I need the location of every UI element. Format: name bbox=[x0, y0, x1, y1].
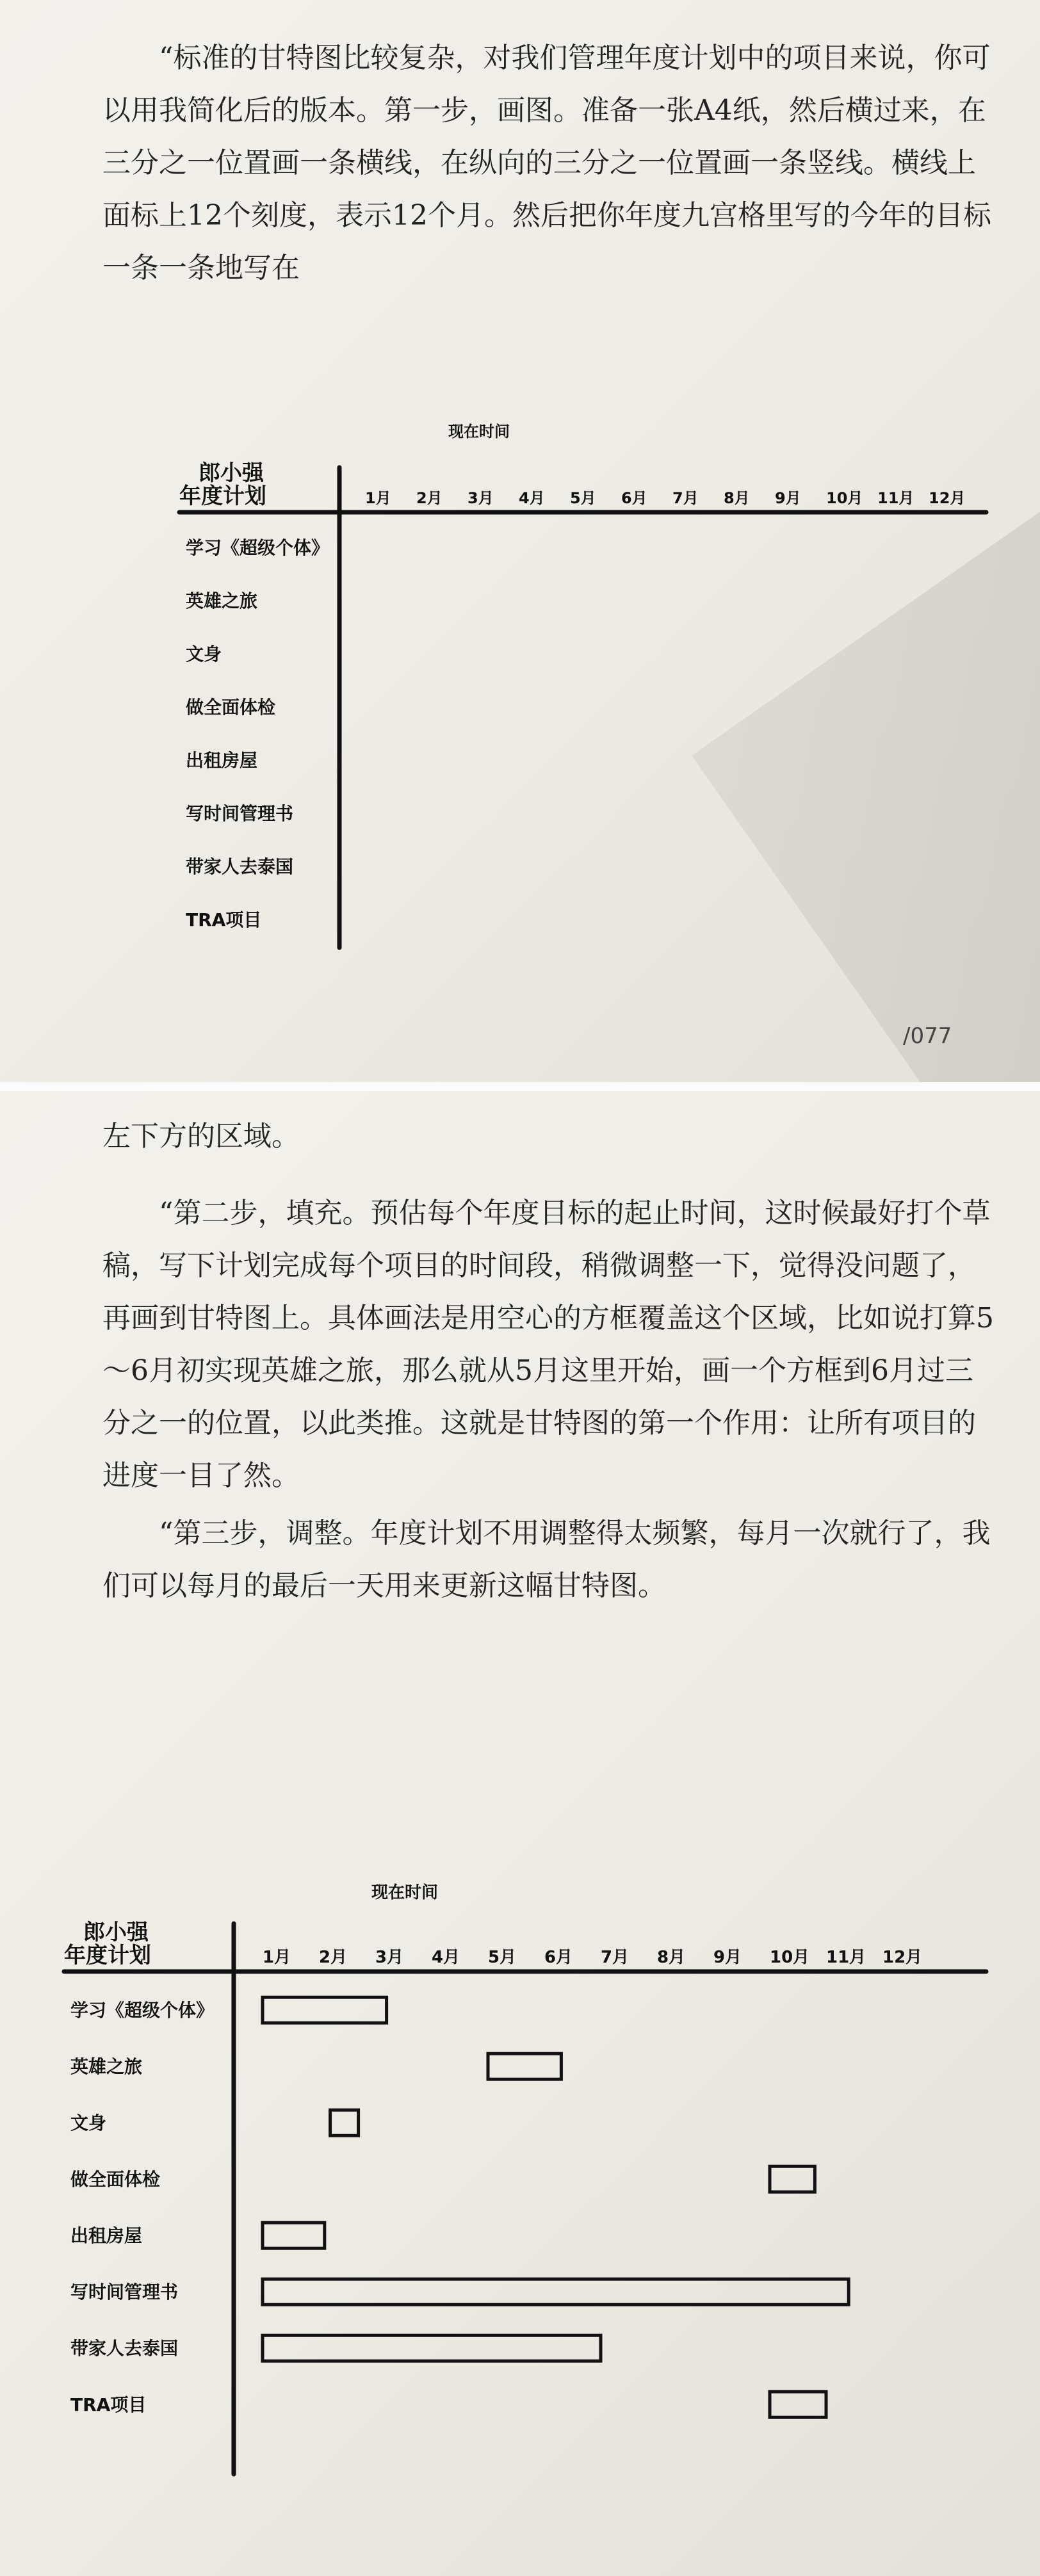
gantt-bar bbox=[263, 2335, 601, 2361]
month-tick-label: 11月 bbox=[877, 489, 914, 507]
task-label: TRA项目 bbox=[186, 909, 262, 930]
paragraph-step-two: “第二步，填充。预估每个年度目标的起止时间，这时候最好打个草稿，写下计划完成每个项目的时间段，稍微调整一下，觉得没问题了，再画到甘特图上。具体画法是用空心的方框覆盖这个区域，比如说打算5～6月初实现英雄之旅，那么就从5月这里开始，画一个方框到6月过三分之一的位置，以此类推。这就是甘特图的第一个作用：让所有项目的进度一目了然。 bbox=[102, 1197, 994, 1492]
paragraph-step-one: “标准的甘特图比较复杂，对我们管理年度计划中的项目来说，你可以用我简化后的版本。第一步，画图。准备一张A4纸，然后横过来，在三分之一位置画一条横线，在纵向的三分之一位置画一条竖线。横线上面标上12个刻度，表示12个月。然后把你年度九宫格里写的今年的目标一条一条地写在 bbox=[102, 42, 991, 284]
page-number: /077 bbox=[903, 1023, 952, 1049]
month-tick-label: 2月 bbox=[319, 1948, 348, 1967]
task-label: 写时间管理书 bbox=[70, 2281, 179, 2303]
task-label: 带家人去泰国 bbox=[186, 856, 294, 877]
chart-owner-label: 郎小强 bbox=[83, 1920, 149, 1945]
month-tick-label: 12月 bbox=[882, 1948, 923, 1967]
gantt-chart-filled bbox=[51, 1872, 1012, 2487]
chart-title-label: 年度计划 bbox=[179, 483, 266, 509]
month-tick-label: 12月 bbox=[929, 489, 966, 507]
month-tick-label: 5月 bbox=[570, 489, 596, 507]
chart-owner-label: 郎小强 bbox=[199, 460, 264, 486]
task-label: 写时间管理书 bbox=[186, 803, 294, 824]
gantt-bar bbox=[770, 2392, 826, 2417]
month-tick-label: 10月 bbox=[770, 1948, 810, 1967]
task-label: 出租房屋 bbox=[70, 2225, 143, 2246]
month-tick-label: 7月 bbox=[601, 1948, 630, 1967]
now-time-label: 现在时间 bbox=[371, 1883, 439, 1902]
paragraph-continuation: 左下方的区域。 bbox=[102, 1120, 300, 1153]
now-time-label: 现在时间 bbox=[448, 423, 510, 441]
month-tick-label: 8月 bbox=[657, 1948, 686, 1967]
month-tick-label: 3月 bbox=[375, 1948, 404, 1967]
gantt-bar bbox=[263, 2223, 325, 2248]
paragraph-step-three: “第三步，调整。年度计划不用调整得太频繁，每月一次就行了，我们可以每月的最后一天用来更新这幅甘特图。 bbox=[102, 1517, 991, 1602]
book-page-78 bbox=[0, 1091, 1040, 2576]
gantt-bar bbox=[263, 2279, 849, 2305]
month-tick-label: 8月 bbox=[724, 489, 750, 507]
task-label: 文身 bbox=[186, 644, 222, 665]
month-tick-label: 5月 bbox=[488, 1948, 517, 1967]
gantt-bar bbox=[770, 2166, 815, 2192]
screenshot-divider bbox=[0, 1082, 1040, 1091]
month-tick-label: 4月 bbox=[432, 1948, 460, 1967]
gantt-bar bbox=[488, 2054, 561, 2079]
task-label: 带家人去泰国 bbox=[70, 2338, 179, 2359]
month-tick-label: 1月 bbox=[365, 489, 391, 507]
month-tick-label: 3月 bbox=[467, 489, 494, 507]
task-label: 出租房屋 bbox=[186, 750, 258, 771]
task-label: 做全面体检 bbox=[186, 697, 276, 718]
month-tick-label: 6月 bbox=[544, 1948, 573, 1967]
month-tick-label: 7月 bbox=[672, 489, 699, 507]
month-tick-label: 9月 bbox=[775, 489, 801, 507]
task-label: TRA项目 bbox=[70, 2394, 147, 2415]
chart-title-label: 年度计划 bbox=[64, 1943, 151, 1968]
month-tick-label: 1月 bbox=[263, 1948, 291, 1967]
gantt-bar bbox=[330, 2110, 359, 2135]
task-label: 学习《超级个体》 bbox=[70, 2000, 215, 2021]
month-tick-label: 4月 bbox=[519, 489, 545, 507]
task-label: 文身 bbox=[70, 2112, 107, 2134]
task-label: 做全面体检 bbox=[70, 2169, 161, 2190]
month-tick-label: 9月 bbox=[713, 1948, 742, 1967]
month-tick-label: 2月 bbox=[416, 489, 443, 507]
gantt-bar bbox=[263, 1997, 387, 2023]
month-tick-label: 6月 bbox=[621, 489, 647, 507]
gantt-chart-empty bbox=[154, 410, 1012, 960]
month-tick-label: 11月 bbox=[826, 1948, 866, 1967]
task-label: 英雄之旅 bbox=[186, 590, 258, 612]
book-page-77 bbox=[0, 0, 1040, 1082]
task-label: 英雄之旅 bbox=[70, 2056, 143, 2077]
month-tick-label: 10月 bbox=[826, 489, 863, 507]
task-label: 学习《超级个体》 bbox=[186, 537, 330, 558]
